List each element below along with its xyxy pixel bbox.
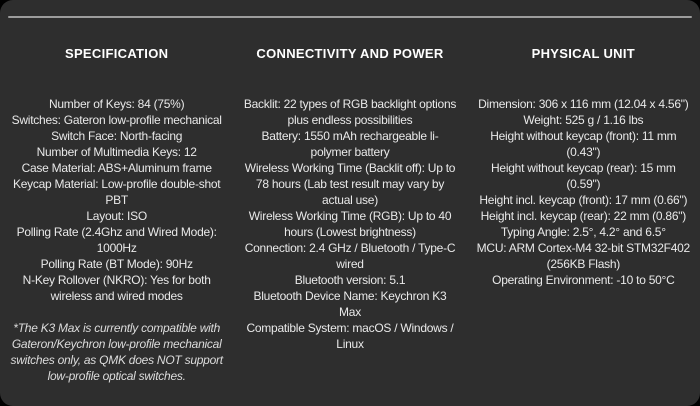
column-header-specification: SPECIFICATION	[64, 46, 169, 61]
spec-item: Switches: Gateron low-profile mechanical	[11, 113, 222, 127]
column-body-physical-unit	[472, 96, 695, 288]
spec-item: Height without keycap (rear): 15 mm (0.59")	[490, 161, 676, 191]
spec-item: Height incl. keycap (rear): 22 mm (0.86")	[480, 209, 687, 223]
column-body-specification	[5, 96, 228, 304]
column-specification	[0, 46, 233, 384]
column-header-physical-unit: PHYSICAL UNIT	[531, 46, 635, 61]
spec-item: Number of Multimedia Keys: 12	[36, 145, 197, 159]
column-body-connectivity-and-power	[238, 96, 461, 352]
compatibility-footnote: *The K3 Max is currently compatible with Gateron/Keychron low-profile mechanical switches only, as QMK does NOT support low-profile optical switches.	[10, 321, 223, 383]
spec-item: Weight: 525 g / 1.16 lbs	[523, 113, 644, 127]
spec-item: Battery: 1550 mAh rechargeable li-polymer battery	[261, 129, 439, 159]
spec-columns	[0, 46, 700, 384]
spec-item: Connection: 2.4 GHz / Bluetooth / Type-C wired	[244, 241, 456, 271]
spec-item: Polling Rate (2.4Ghz and Wired Mode): 1000Hz	[16, 225, 217, 255]
spec-item: Case Material: ABS+Aluminum frame	[21, 161, 212, 175]
spec-item: Wireless Working Time (RGB): Up to 40 hours (Lowest brightness)	[248, 209, 452, 239]
spec-item: Bluetooth version: 5.1	[294, 273, 406, 287]
spec-item: MCU: ARM Cortex-M4 32-bit STM32F402 (256KB Flash)	[476, 241, 690, 271]
spec-item: Polling Rate (BT Mode): 90Hz	[40, 257, 193, 271]
column-connectivity-and-power	[233, 46, 466, 384]
spec-item: Switch Face: North-facing	[51, 129, 183, 143]
spec-item: Wireless Working Time (Backlit off): Up to 78 hours (Lab test result may vary by actual use)	[244, 161, 456, 207]
spec-item: Keycap Material: Low-profile double-shot PBT	[12, 177, 221, 207]
spec-item: Layout: ISO	[86, 209, 147, 223]
spec-item: Dimension: 306 x 116 mm (12.04 x 4.56")	[478, 97, 689, 111]
spec-item: N-Key Rollover (NKRO): Yes for both wireless and wired modes	[22, 273, 211, 303]
spec-item: Compatible System: macOS / Windows / Linux	[246, 321, 454, 351]
column-physical-unit	[467, 46, 700, 384]
spec-item: Number of Keys: 84 (75%)	[48, 97, 185, 111]
spec-item: Bluetooth Device Name: Keychron K3 Max	[253, 289, 447, 319]
column-header-connectivity-and-power: CONNECTIVITY AND POWER	[256, 46, 444, 61]
top-divider	[8, 16, 692, 18]
spec-item: Height without keycap (front): 11 mm (0.43")	[490, 129, 677, 159]
spec-item: Height incl. keycap (front): 17 mm (0.66")	[479, 193, 688, 207]
spec-item: Operating Environment: -10 to 50°C	[492, 273, 675, 287]
spec-item: Backlit: 22 types of RGB backlight options plus endless possibilities	[243, 97, 457, 127]
spec-item: Typing Angle: 2.5°, 4.2° and 6.5°	[500, 225, 666, 239]
